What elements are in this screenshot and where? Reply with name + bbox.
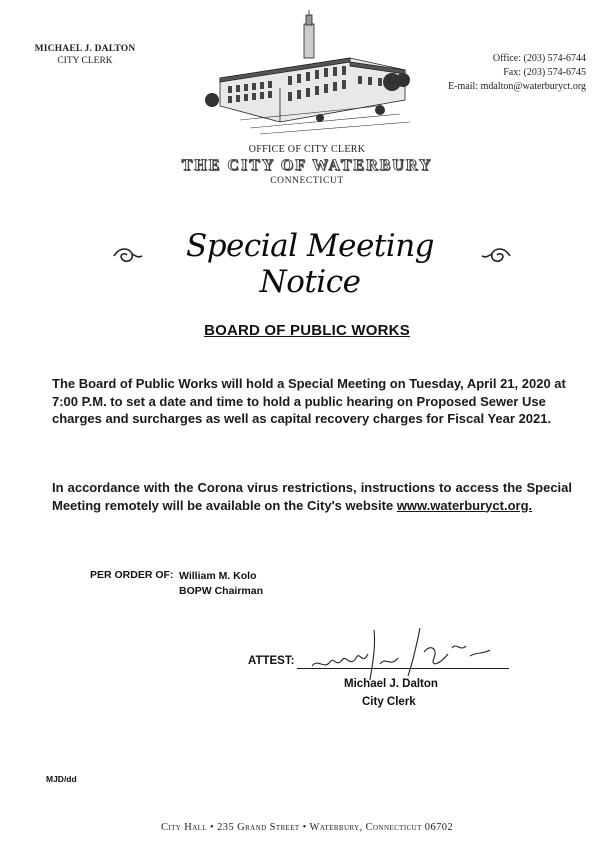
typist-initials: MJD/dd (46, 774, 77, 784)
order-signatory (179, 569, 263, 599)
attest-label: ATTEST: (248, 655, 295, 667)
left-flourish-icon (114, 249, 142, 261)
order-label: PER ORDER OF: (90, 569, 174, 581)
right-flourish-icon (482, 249, 510, 261)
clerk-signature-name: Michael J. Dalton (344, 678, 438, 690)
office-phone: Office: (203) 574-6744 (492, 53, 586, 64)
email-address: E-mail: mdalton@waterburyct.org (448, 81, 586, 92)
clerk-name: MICHAEL J. DALTON (34, 44, 136, 54)
office-heading: OFFICE OF CITY CLERK (248, 144, 366, 155)
clerk-block (20, 43, 150, 67)
chairman-title: BOPW Chairman (179, 585, 264, 597)
city-heading: THE CITY OF WATERBURY (181, 157, 433, 174)
meeting-paragraph: The Board of Public Works will hold a Special Meeting on Tuesday, April 21, 2020 at 7:00 P.M. to set a date and time to hold a public hearing on Proposed Sewer Use charges and surcharges as well as capital recovery charges for Fiscal Year 2021. (52, 376, 566, 426)
board-title: BOARD OF PUBLIC WORKS (204, 322, 410, 339)
attest-signatory (344, 675, 438, 711)
state-heading: CONNECTICUT (270, 176, 344, 186)
access-text: In accordance with the Corona virus restrictions, instructions to access the Special Meeting remotely will be available on the City's website (52, 480, 572, 513)
chairman-name: William M. Kolo (179, 570, 257, 582)
clerk-title: CITY CLERK (57, 56, 113, 66)
access-paragraph (52, 479, 572, 514)
clerk-signature-title: City Clerk (362, 696, 416, 708)
fax-number: Fax: (203) 574-6745 (503, 67, 586, 78)
notice-title: Special Meeting Notice (185, 228, 435, 300)
footer-address: City Hall • 235 Grand Street • Waterbury, Connecticut 06702 (160, 822, 454, 833)
city-hall-illustration (200, 10, 420, 138)
website-link[interactable]: www.waterburyct.org. (396, 497, 533, 513)
